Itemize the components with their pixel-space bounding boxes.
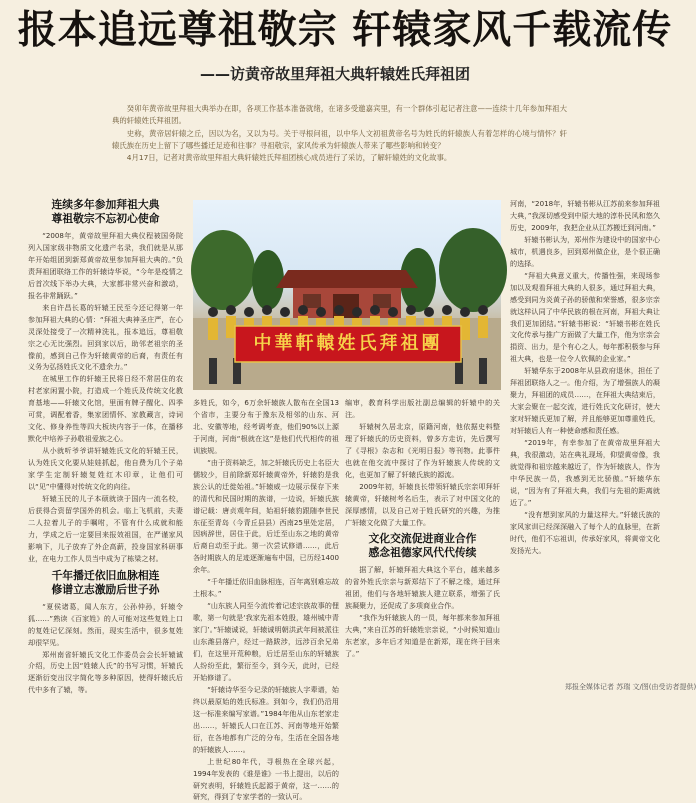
heading-line: 文化交流促进商业合作: [368, 532, 477, 546]
paragraph: 编审，教育科学出版社副总编辑的轩辕中的关注。: [345, 398, 500, 419]
paragraph: 轩辕树久居北京，原籍河南，他依据史料整理了轩辕氏的历史资料，曾多方走访，先后撰写了《寻根》杂志和《光明日报》等刊物。此事件也就在他交流中探讨了作为轩辕族人传统的文化，也更加了解了轩辕氏族的源流。: [345, 421, 500, 479]
paragraph: 河南，“2018年，轩辕书彬从江苏前来参加拜祖大典，”我深切感受到中原大地的淳朴民风和悠久历史，2009年，我把企业从江苏搬迁到河南。”: [510, 199, 660, 232]
paragraph: 郑州南省轩辕氏文化工作委员会会长轩辕诚介绍，历史上因“姓辕人氏”的书写习惯，轩辕氏逐渐衍变出汉字简化等多种原因，使得轩辕氏后代中多有了辕，等。: [28, 649, 183, 695]
paragraph: “轩辕诗华至今记录的轩辕族人字辈谱，始终以最原始的姓氏标准。到如今，我们仍沿用这一标准来编写家谱。”1984年他从山东老家走出……，轩辕氏人口在江苏、河南等地开始繁衍，在各地都有广泛的分布，生活在全国各地的轩辕族人……。: [193, 684, 339, 754]
paragraph: 轩辕书彬认为，郑州作为建设中的国家中心城市，机遇良多，回到郑州做企业，是个很正确的选择。: [510, 234, 660, 268]
subheadline: ——访黄帝故里拜祖大典轩辕姓氏拜祖团: [200, 65, 471, 83]
byline-credit: 郑报全媒体记者 苏瑞 文/图(由受访者提供): [565, 683, 696, 691]
banner-text: 中華軒轅姓氏拜祖團: [253, 333, 443, 354]
paragraph: 轩辕玉民的儿子本硕就读于国内一流名校，后获得合资留学国外的机会。临上飞机前，夫妻二人拉着儿子的手嘱咐，不管有什么成就和能力，学成之后一定要回来报效祖国，在严谨家风影响下，儿子放弃了外企高薪，投身国家科研事业，在电力工作人员当中成为了栋梁之材。: [28, 493, 183, 563]
headline: 报本追远尊祖敬宗 轩辕家风千载流传: [17, 8, 673, 53]
paragraph: “2019年，有幸参加了在黄帝故里拜祖大典，我很激动，站在典礼现场，仰望黄帝像，我就觉得和祖宗越来越近了，作为轩辕族人，作为中华民族一员，我感到无比骄傲。”轩辕华东说，“因为有了拜祖大典，我们与先祖的距离就近了。”: [510, 438, 660, 507]
heading-line: 千年播迁依旧血脉相连: [51, 568, 160, 582]
paragraph: “2008年，黄帝故里拜祖大典仪程被国务院列入国家级非物质文化遗产名录，我们就是从那年开始组团到新郑黄帝故里参加拜祖大典的。”负责拜祖团联络工作的轩辕诗华说，“今年是疫情之后首次线下举办大典，大家都非常兴奋和激动，报名非常踊跃。”: [28, 231, 183, 300]
intro-block: [112, 103, 567, 164]
paragraph: 轩辕华东于2008年从县政府退休，担任了拜祖团联络人之一。他介绍，为了增强族人的凝聚力，拜祖团的成员……，在拜祖大典结束后，大家会聚在一起交流，进行姓氏文化研讨，使大家对轩辕氏更加了解，并且能够更加尊重姓氏，对轩辕后人有一种使命感和责任感。: [510, 366, 660, 436]
paragraph: “夏侯诸葛，闻人东方，公孙仲孙，轩辕令狐……”熟读《百家姓》的人可能对这些复姓上口的复姓记忆深刻。然而，现实生活中，很多复姓却很罕见。: [28, 601, 183, 647]
paragraph: “拜祖大典意义重大，传播性强，来现场参加以及观看拜祖大典的人很多，通过拜祖大典，感受到同为炎黄子孙的骄傲和荣誉感，很多宗亲就这样认同了中华民族的根在河南，拜祖大典让我们更加团结。”轩辕书彬说：“轩辕书彬在姓氏文化传承与推广方面做了大量工作，他为宗亲会捐资、出力，是个有心之人，每年都积极参与拜祖大典，也是一位令人钦佩的企业家。”: [510, 270, 660, 364]
heading-line: 修谱立志激励后世子孙: [51, 582, 160, 596]
paragraph: 多姓氏，如今，6万余轩辕族人散布在全国13个省市，主要分布于豫东及相邻的山东、河北、安徽等地，经考调考查，他们90%以上源于河南，河南“根就在这”是他们代代相传的祖训族规。: [193, 398, 339, 455]
column-2: [193, 397, 339, 802]
paragraph: “山东族人同至今流传着记述宗族故事的俚歌，第一句就是‘我家先祖本姓殷，雄州城中青家门’。”轩辕诚说，轩辕诚明朝洪武年间被派往山东潍县落户，经过一路跋涉，远涉百余兄弟们，在这里开荒种粮，后迁居至山东的轩辕族人纷纷至此，繁衍至今，到今天，此时，已经开始修谱了。: [193, 601, 339, 682]
paragraph: “千年播迁依旧血脉相连，百年离别难忘故土根本。”: [193, 577, 339, 599]
heading-line: 感念祖德家风代代传续: [368, 546, 477, 560]
column-4: [510, 198, 660, 680]
paragraph: 在城里工作的轩辕王民将日经不常居住的农村老家闲置小院，打造成一个姓氏及传统文化教育基地——轩辕文化馆，里面有牌子醒化、四季可赏，调配着香，集家团情怀、家教藏言，诗词文化、修身养性等四大板块内容于一体，在播移默化中培养子孙敬祖爱族之心。: [28, 374, 183, 444]
column-1: [28, 198, 183, 694]
section-heading-3: [345, 532, 500, 560]
paragraph: 上世纪80年代，寻根热在全球兴起，1994年发表的《谁是谁》一书上提出，以后的研究表明，轩辕姓氏起源于黄帝，这一……的研究，得到了专家学者的一致认可。: [193, 756, 339, 802]
intro-paragraph: 癸卯年黄帝故里拜祖大典举办在即，各项工作基本准备就绪，在诸多受邀嘉宾里，有一个群体引起记者注意——连续十几年参加拜祖大典的轩辕姓氏拜祖团。: [112, 104, 567, 126]
intro-paragraph: 史称，黄帝居轩辕之丘，因以为名，又以为号。关于寻根问祖，以中华人文初祖黄帝名号为姓氏的轩辕族人有着怎样的心境与情怀？轩辕氏族在历史上留下了哪些播迁足迹和往事？寻祖敬宗，家风传承为轩辕族人带来了哪些影响和转变？: [112, 128, 567, 150]
paragraph: “没有想到家风的力量这样大。”轩辕氏族的家风家训已经深深融入了每个人的血脉里，在新时代，他们不忘祖训，传承好家风，将黄帝文化发扬光大。: [510, 509, 660, 555]
section-heading-1: [28, 198, 183, 226]
section-heading-2: [28, 569, 183, 597]
paragraph: “我作为轩辕族人的一员，每年都来参加拜祖大典，”来自江苏的轩辕姓宗亲说，“小时候知道山东老家，多年后才知道是在新郑，现在终于回来了。”: [345, 613, 500, 659]
intro-paragraph: 4月17日，记者对黄帝故里拜祖大典轩辕姓氏拜祖团核心成员进行了采访，了解轩辕姓的文化故事。: [126, 153, 452, 163]
paragraph: 从小就听爷爷讲轩辕姓氏文化的轩辕王民，认为姓氏文化要从娃娃抓起，他自费为几个子弟家学生定制轩辕复姓红木印章，让他们可以“见”中懂得对传统文化的向往。: [28, 446, 183, 492]
heading-line: 尊祖敬宗不忘初心使命: [51, 212, 160, 225]
paragraph: 来自许昌长葛的轩辕王民至今还记得第一年参加拜祖大典的心情：“拜祖大典神圣庄严，在心灵深处接受了一次精神洗礼，报本追远，尊祖敬宗之心无比强烈。回到家以后，助邻老祖宗的圣像前，感到自己作为轩辕黄帝的后裔，有责任有义务为弘扬姓氏文化不遗余力。”: [28, 302, 183, 372]
group-photo: [193, 200, 501, 390]
paragraph: 据了解，轩辕拜祖大典这个平台，越来越多的省外姓氏宗亲与新郑结下了不解之缘，通过拜祖团，他们与各地轩辕族人建立联系，增强了氏族凝聚力，还促成了多项商业合作。: [345, 565, 500, 611]
paragraph: 2009年初，轩辕良长带领轩辕氏宗亲叩拜轩辕黄帝，轩辕树考名后生，表示了对中国文化的深厚感情，以及自己对于姓氏研究的兴趣，为推广轩辕文化做了大量工作。: [345, 481, 500, 527]
paragraph: “由于资料缺乏，加之轩辕氏历史上名臣大儒较少，目前除新郑轩辕黄帝外，轩辕豹是我族公认的迁徙始祖。”轩辕威一边展示保存下来的清代和民国时期的族谱，一边说，轩辕氏族谱记载：唐贞观年间，始祖轩辕豹跟随李世民东征至青岛（今青丘县县）西南25里处定居，因病辞世，居住于此，后迁至山东之地的黄帝后裔自动至于此。第一次尝试修谱……，此后各时期族人的足迹逐渐遍布中国，已历经1400余年。: [193, 457, 339, 575]
heading-line: 连续多年参加拜祖大典: [51, 198, 160, 211]
column-3: [345, 397, 500, 695]
